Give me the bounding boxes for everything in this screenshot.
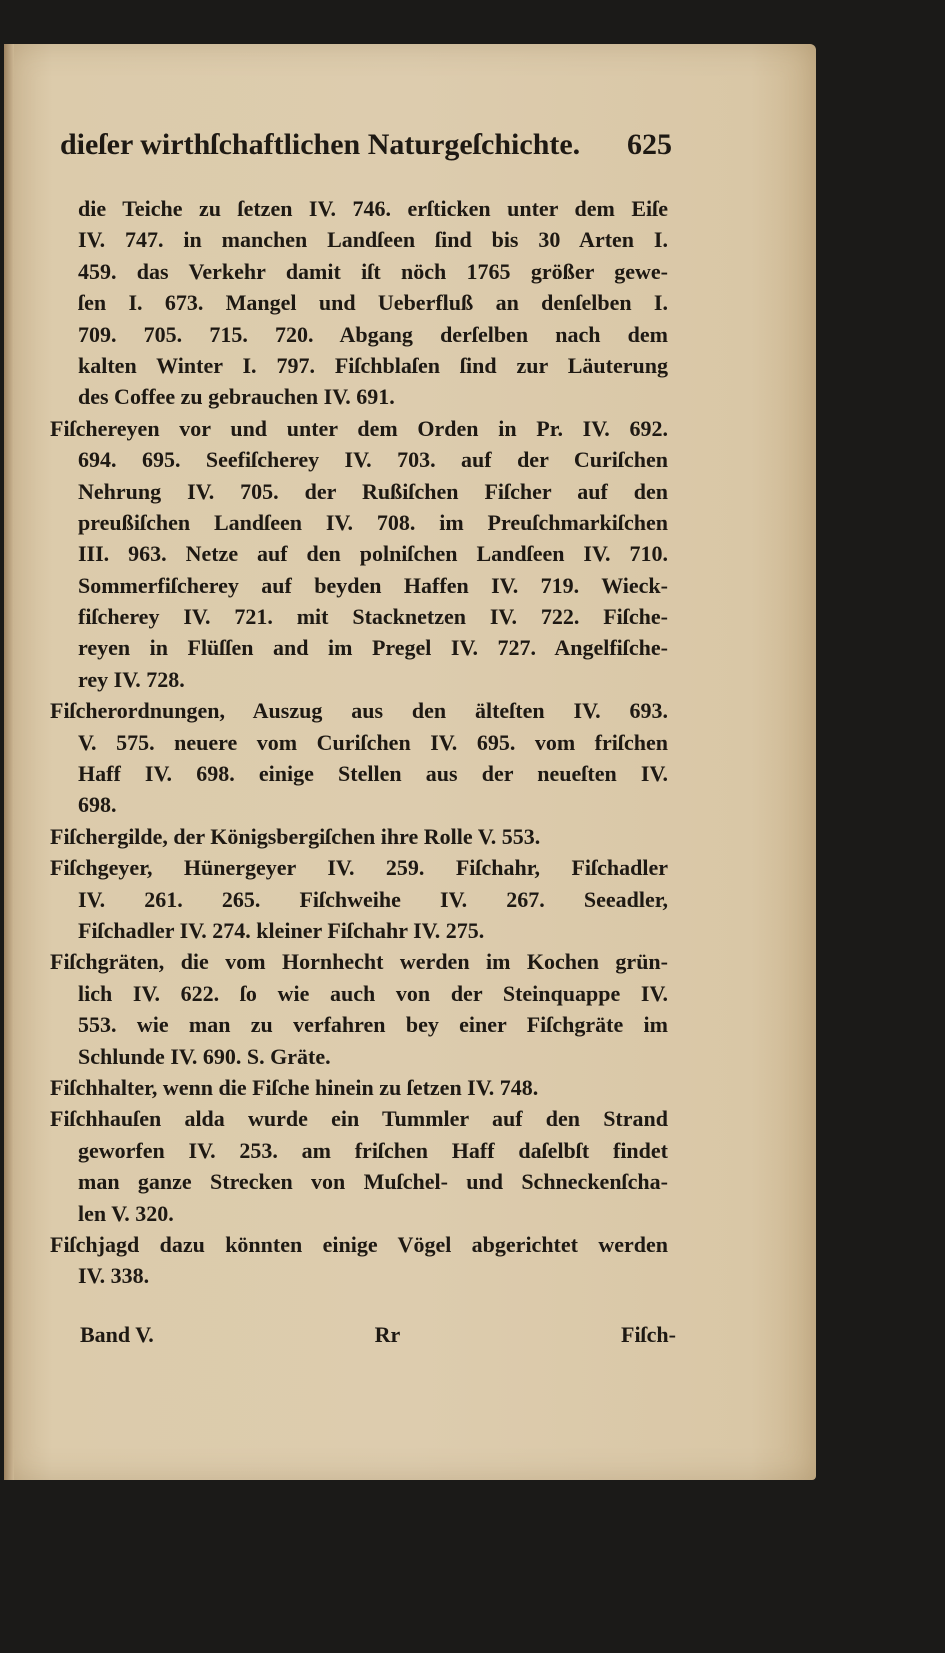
text-line: 459. das Verkehr damit iſt nöch 1765 größer gewe-	[78, 258, 668, 284]
text-line: die Teiche zu ſetzen IV. 746. erſticken unter dem Eiſe	[78, 196, 668, 221]
signature-mark: Rr	[374, 1322, 401, 1347]
page-number: 625	[627, 128, 672, 161]
text-line: IV. 747. in manchen Landſeen ſind bis 30 Arten I.	[78, 227, 668, 253]
text-line: 709. 705. 715. 720. Abgang derſelben nach dem	[78, 321, 668, 347]
index-entry-line: Fiſchgräten, die vom Hornhecht werden im Kochen grün-	[50, 949, 668, 975]
text-line: III. 963. Netze auf den polniſchen Landſeen IV. 710.	[78, 541, 668, 567]
index-entry-line: Fiſchgeyer, Hünergeyer IV. 259. Fiſchahr, Fiſchadler	[50, 855, 668, 881]
text-line: rey IV. 728.	[78, 666, 185, 692]
text-line: ſen I. 673. Mangel und Ueberfluß an denſelben I.	[78, 290, 668, 316]
text-line: Haff IV. 698. einige Stellen aus der neueſten IV.	[78, 761, 668, 787]
text-line: Sommerfiſcherey auf beyden Haffen IV. 719. Wieck-	[78, 572, 668, 598]
running-header	[60, 128, 672, 162]
index-entry-line: Fiſchhauſen alda wurde ein Tummler auf den Strand	[50, 1106, 668, 1132]
text-line: kalten Winter I. 797. Fiſchblaſen ſind zur Läuterung	[78, 352, 668, 378]
text-line: des Coffee zu gebrauchen IV. 691.	[78, 384, 395, 410]
index-text	[50, 193, 668, 1292]
text-line: Fiſchadler IV. 274. kleiner Fiſchahr IV. 275.	[78, 917, 485, 943]
index-entry-line: Fiſchjagd dazu könnten einige Vögel abgerichtet werden	[50, 1231, 668, 1257]
text-line: lich IV. 622. ſo wie auch von der Steinquappe IV.	[78, 980, 668, 1006]
volume-label: Band V.	[80, 1322, 154, 1347]
text-line: 694. 695. Seefiſcherey IV. 703. auf der Curiſchen	[78, 447, 668, 473]
index-entry-line: Fiſchhalter, wenn die Fiſche hinein zu ſetzen IV. 748.	[50, 1074, 539, 1100]
text-line: geworfen IV. 253. am friſchen Haff daſelbſt findet	[78, 1137, 668, 1163]
page-edge-shadow	[4, 44, 14, 1480]
text-line: 553. wie man zu verfahren bey einer Fiſchgräte im	[78, 1012, 668, 1038]
catchword: Fiſch-	[621, 1322, 676, 1347]
text-line: V. 575. neuere vom Curiſchen IV. 695. vom friſchen	[78, 729, 668, 755]
text-line: preußiſchen Landſeen IV. 708. im Preuſchmarkiſchen	[78, 509, 668, 535]
text-line: man ganze Strecken von Muſchel- und Schneckenſcha-	[78, 1169, 668, 1195]
text-line: 698.	[78, 792, 117, 818]
text-line: reyen in Flüſſen and im Pregel IV. 727. Angelfiſche-	[78, 635, 668, 661]
text-line: IV. 338.	[78, 1263, 150, 1289]
index-entry-line: Fiſcherordnungen, Auszug aus den älteſten IV. 693.	[50, 698, 668, 724]
page-footer	[80, 1322, 676, 1348]
text-line: len V. 320.	[78, 1200, 174, 1226]
text-line: fiſcherey IV. 721. mit Stacknetzen IV. 722. Fiſche-	[78, 604, 668, 630]
text-line: Schlunde IV. 690. S. Gräte.	[78, 1043, 331, 1069]
text-line: Nehrung IV. 705. der Rußiſchen Fiſcher auf den	[78, 478, 668, 504]
running-title: dieſer wirthſchaftlichen Naturgeſchichte.	[60, 128, 581, 161]
text-line: IV. 261. 265. Fiſchweihe IV. 267. Seeadler,	[78, 886, 668, 912]
index-entry-line: Fiſchergilde, der Königsbergiſchen ihre Rolle V. 553.	[50, 823, 541, 849]
index-entry-line: Fiſchereyen vor und unter dem Orden in Pr. IV. 692.	[50, 415, 668, 441]
